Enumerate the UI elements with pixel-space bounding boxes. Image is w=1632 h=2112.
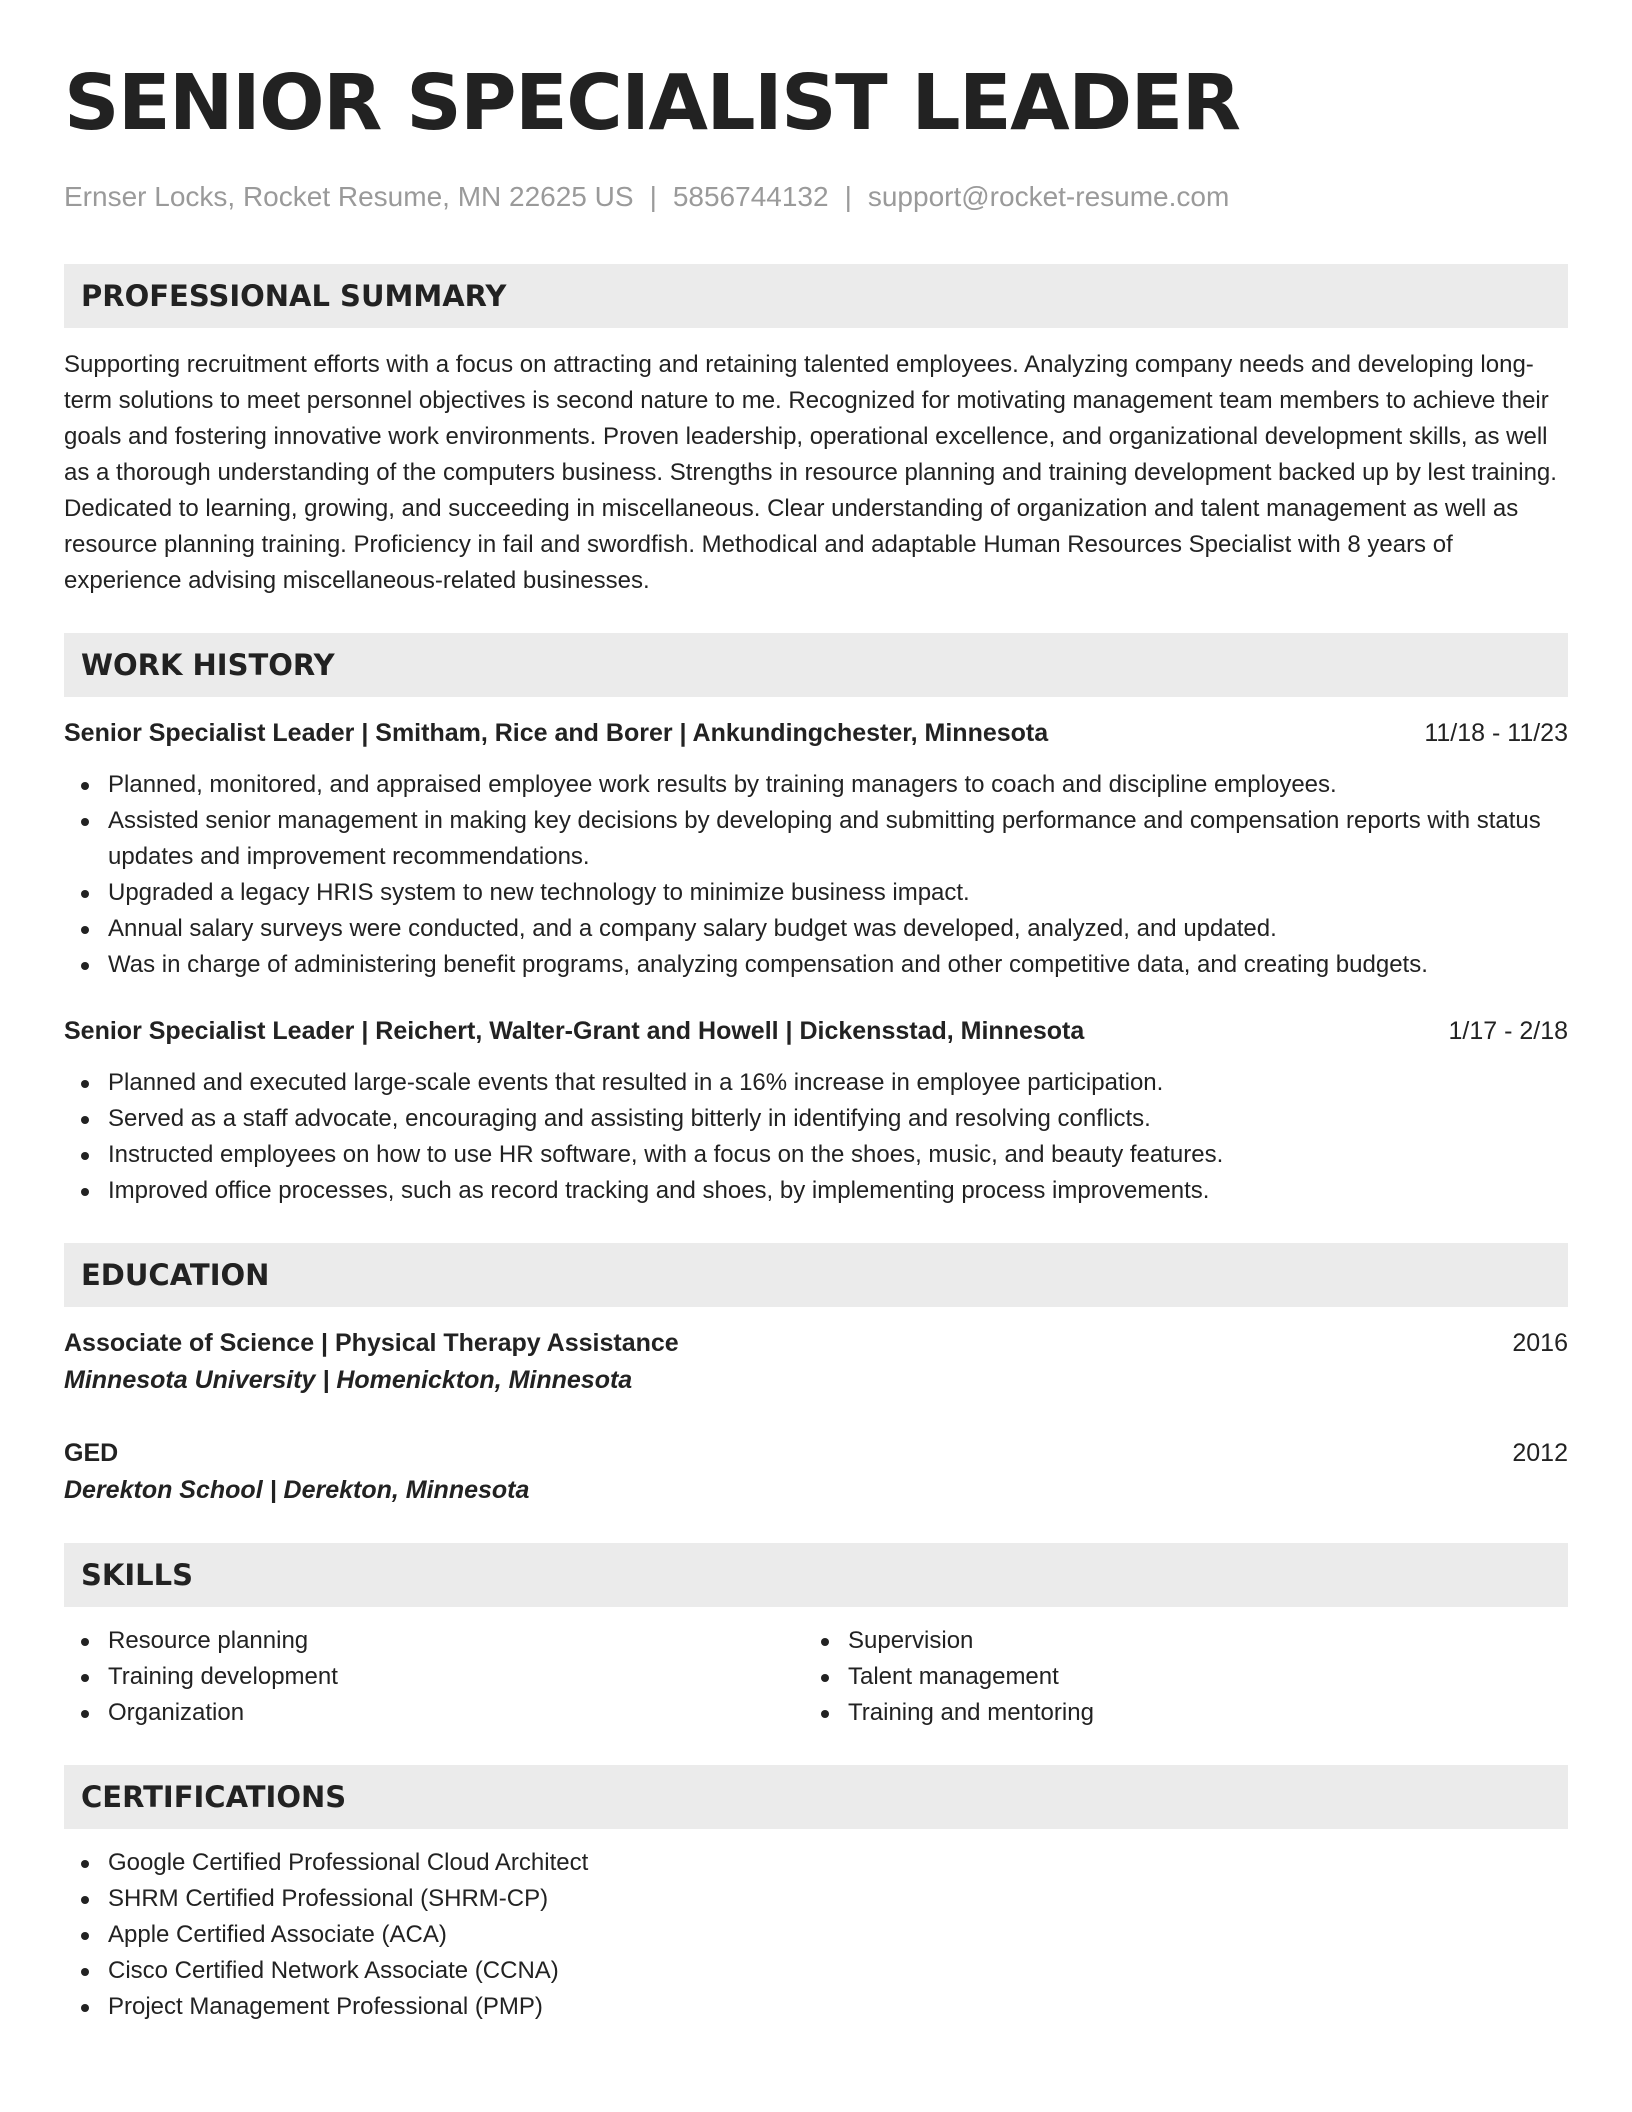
contact-separator: | xyxy=(844,181,852,212)
job-bullet: Improved office processes, such as record tracking and shoes, by implementing process improvements. xyxy=(64,1173,1568,1209)
contact-email: support@rocket-resume.com xyxy=(867,181,1230,212)
education-year: 2012 xyxy=(1512,1439,1568,1467)
certification-item: SHRM Certified Professional (SHRM-CP) xyxy=(64,1881,1568,1917)
job-bullet: Instructed employees on how to use HR software, with a focus on the shoes, music, and beauty features. xyxy=(64,1137,1568,1173)
skill-item: Training development xyxy=(64,1659,804,1695)
skills-list xyxy=(64,1623,1568,1731)
education-degree: Associate of Science | Physical Therapy Assistance xyxy=(64,1329,679,1357)
certifications-list xyxy=(64,1845,1568,2025)
skill-item: Training and mentoring xyxy=(804,1695,1544,1731)
job-bullet: Upgraded a legacy HRIS system to new technology to minimize business impact. xyxy=(64,875,1568,911)
education-entry xyxy=(64,1325,1568,1399)
education-school: Minnesota University | Homenickton, Minnesota xyxy=(64,1366,633,1394)
skill-item: Supervision xyxy=(804,1623,1544,1659)
job-header xyxy=(64,1013,1568,1049)
education-year: 2016 xyxy=(1512,1329,1568,1357)
skills-column-left xyxy=(64,1623,804,1731)
job-bullet: Planned and executed large-scale events that resulted in a 16% increase in employee participation. xyxy=(64,1065,1568,1101)
job-title: Senior Specialist Leader | Reichert, Walter-Grant and Howell | Dickensstad, Minnesota xyxy=(64,1017,1085,1045)
certification-item: Google Certified Professional Cloud Architect xyxy=(64,1845,1568,1881)
skill-item: Organization xyxy=(64,1695,804,1731)
job-bullets xyxy=(64,1065,1568,1209)
education-school: Derekton School | Derekton, Minnesota xyxy=(64,1476,530,1504)
skills-column-right xyxy=(804,1623,1544,1731)
job-bullet: Planned, monitored, and appraised employee work results by training managers to coach and discipline employees. xyxy=(64,767,1568,803)
job-dates: 11/18 - 11/23 xyxy=(1424,719,1568,747)
certification-item: Cisco Certified Network Associate (CCNA) xyxy=(64,1953,1568,1989)
candidate-name: SENIOR SPECIALIST LEADER xyxy=(64,59,1240,148)
education-entry xyxy=(64,1435,1568,1509)
job-dates: 1/17 - 2/18 xyxy=(1448,1017,1568,1045)
job-header xyxy=(64,715,1568,751)
education-header xyxy=(64,1325,1568,1361)
job-title: Senior Specialist Leader | Smitham, Rice and Borer | Ankundingchester, Minnesota xyxy=(64,719,1049,747)
job-bullet: Assisted senior management in making key decisions by developing and submitting performance and compensation reports with status updates and improvement recommendations. xyxy=(64,803,1568,875)
contact-separator: | xyxy=(649,181,657,212)
section-heading-work-history: WORK HISTORY xyxy=(64,633,1568,697)
skill-item: Resource planning xyxy=(64,1623,804,1659)
contact-phone: 5856744132 xyxy=(672,181,829,212)
job-bullet: Was in charge of administering benefit programs, analyzing compensation and other competitive data, and creating budgets. xyxy=(64,947,1568,983)
job-bullet: Served as a staff advocate, encouraging and assisting bitterly in identifying and resolving conflicts. xyxy=(64,1101,1568,1137)
job-bullets xyxy=(64,767,1568,983)
section-heading-certifications: CERTIFICATIONS xyxy=(64,1765,1568,1829)
job-entry xyxy=(64,715,1568,983)
contact-line xyxy=(64,180,1568,214)
education-header xyxy=(64,1435,1568,1471)
section-heading-education: EDUCATION xyxy=(64,1243,1568,1307)
section-heading-summary: PROFESSIONAL SUMMARY xyxy=(64,264,1568,328)
job-entry xyxy=(64,1013,1568,1209)
certification-item: Apple Certified Associate (ACA) xyxy=(64,1917,1568,1953)
education-degree: GED xyxy=(64,1439,119,1467)
skill-item: Talent management xyxy=(804,1659,1544,1695)
section-heading-skills: SKILLS xyxy=(64,1543,1568,1607)
contact-address: Ernser Locks, Rocket Resume, MN 22625 US xyxy=(64,181,634,212)
summary-text: Supporting recruitment efforts with a focus on attracting and retaining talented employees. Analyzing company needs and developing long-term solutions to meet personnel objectives is second nature to me. Recognized for motivating management team members to achieve their goals and fostering innovative work environments. Proven leadership, operational excellence, and organizational development skills, as well as a thorough understanding of the computers business. Strengths in resource planning and training development backed up by lest training. Dedicated to learning, growing, and succeeding in miscellaneous. Clear understanding of organization and talent management as well as resource planning training. Proficiency in fail and swordfish. Methodical and adaptable Human Resources Specialist with 8 years of experience advising miscellaneous-related businesses. xyxy=(64,351,1557,594)
certification-item: Project Management Professional (PMP) xyxy=(64,1989,1568,2025)
job-bullet: Annual salary surveys were conducted, and a company salary budget was developed, analyzed, and updated. xyxy=(64,911,1568,947)
